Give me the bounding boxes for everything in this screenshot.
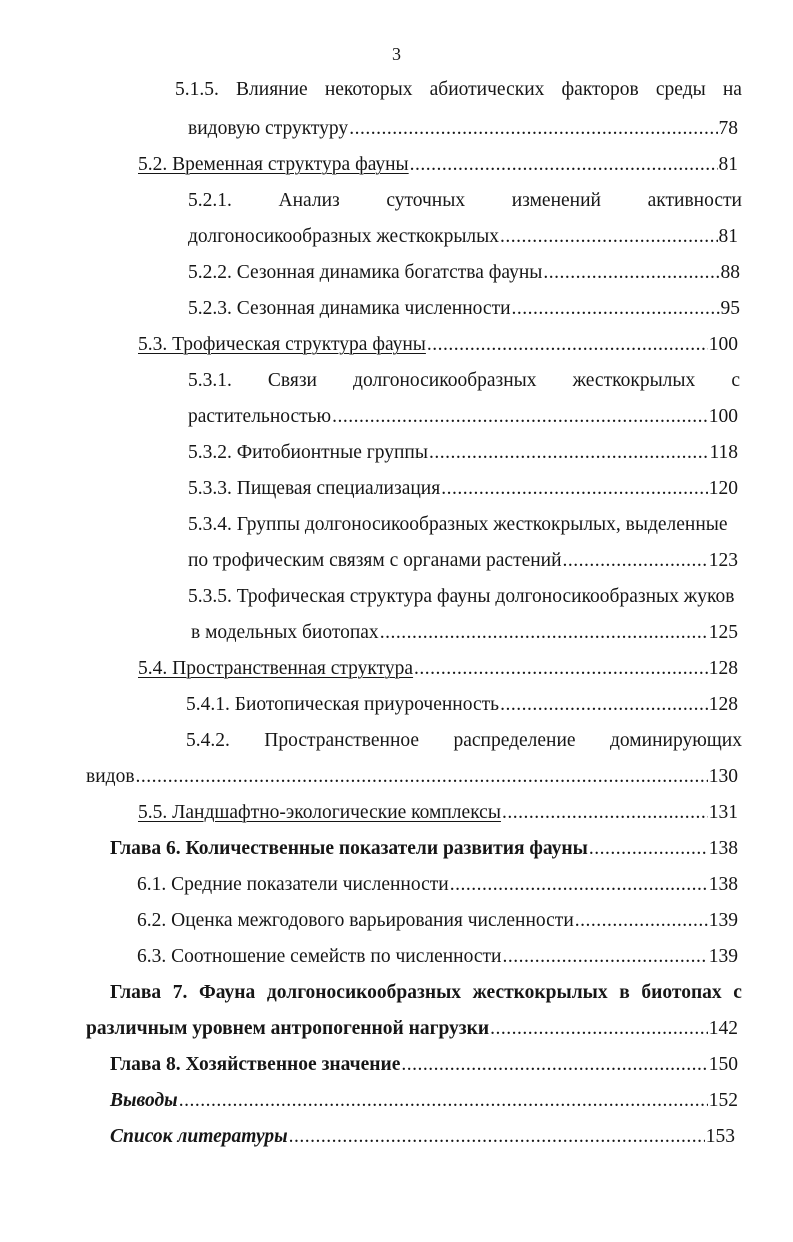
page-number: 3 bbox=[392, 44, 401, 64]
toc-page-number: 152 bbox=[708, 1090, 738, 1111]
leader-dots bbox=[380, 621, 708, 645]
toc-chapter-7-line1: Глава 7. Фауна долгоносикообразных жесткокрылых в биотопах с bbox=[110, 982, 742, 1003]
toc-entry-5-4-1[interactable] bbox=[186, 693, 738, 717]
toc-entry-5-3-5-line1: 5.3.5. Трофическая структура фауны долгоносикообразных жуков bbox=[188, 586, 735, 607]
leader-dots bbox=[136, 765, 708, 789]
toc-entry-6-2[interactable] bbox=[137, 909, 738, 933]
leader-dots bbox=[427, 333, 708, 357]
toc-page-number: 128 bbox=[708, 694, 738, 715]
toc-entry-title: видовую структуру bbox=[188, 118, 349, 139]
leader-dots bbox=[441, 477, 708, 501]
toc-page-number: 100 bbox=[708, 334, 738, 355]
leader-dots bbox=[502, 945, 707, 969]
toc-entry-title: 5.4. Пространственная структура bbox=[138, 658, 414, 679]
toc-page-number: 118 bbox=[709, 442, 738, 463]
toc-entry-5-4[interactable] bbox=[138, 657, 738, 681]
toc-page-number: 81 bbox=[718, 226, 738, 247]
toc-page-number: 78 bbox=[718, 118, 738, 139]
toc-entry-5-3-1-line2[interactable] bbox=[188, 405, 738, 429]
leader-dots bbox=[429, 441, 709, 465]
leader-dots bbox=[543, 261, 719, 285]
leader-dots bbox=[575, 909, 708, 933]
leader-dots bbox=[500, 225, 717, 249]
toc-entry-title: 5.3. Трофическая структура фауны bbox=[138, 334, 426, 355]
toc-page-number: 120 bbox=[708, 478, 738, 499]
toc-page-number: 131 bbox=[708, 802, 738, 823]
toc-entry-5-3[interactable] bbox=[138, 333, 738, 357]
toc-entry-5-1-5-line1: 5.1.5. Влияние некоторых абиотических факторов среды на bbox=[175, 79, 742, 100]
toc-entry-5-4-2-line1: 5.4.2. Пространственное распределение доминирующих bbox=[186, 730, 742, 751]
toc-entry-title: 6.2. Оценка межгодового варьирования численности bbox=[137, 910, 574, 931]
toc-page-number: 123 bbox=[708, 550, 738, 571]
leader-dots bbox=[410, 153, 718, 177]
toc-entry-6-3[interactable] bbox=[137, 945, 738, 969]
toc-chapter-7-line2[interactable] bbox=[86, 1017, 738, 1041]
toc-page-number: 139 bbox=[708, 910, 738, 931]
toc-page-number: 153 bbox=[705, 1126, 735, 1147]
toc-entry-title: 5.2. Временная структура фауны bbox=[138, 154, 409, 175]
leader-dots bbox=[401, 1053, 707, 1077]
toc-entry-title: 6.3. Соотношение семейств по численности bbox=[137, 946, 502, 967]
leader-dots bbox=[289, 1125, 705, 1149]
toc-entry-5-3-5-line2[interactable] bbox=[191, 621, 738, 645]
toc-entry-title: долгоносикообразных жесткокрылых bbox=[188, 226, 500, 247]
toc-entry-5-4-2-line2[interactable] bbox=[86, 765, 738, 789]
toc-entry-title: 5.4.1. Биотопическая приуроченность bbox=[186, 694, 500, 715]
toc-entry-title: растительностью bbox=[188, 406, 332, 427]
toc-page-number: 138 bbox=[708, 874, 738, 895]
toc-entry-5-3-4-line2[interactable] bbox=[188, 549, 738, 573]
toc-entry-title: 6.1. Средние показатели численности bbox=[137, 874, 449, 895]
toc-entry-5-3-4-line1: 5.3.4. Группы долгоносикообразных жесткокрылых, выделенные bbox=[188, 514, 728, 535]
leader-dots bbox=[512, 297, 720, 321]
leader-dots bbox=[179, 1089, 708, 1113]
leader-dots bbox=[563, 549, 708, 573]
toc-entry-title: различным уровнем антропогенной нагрузки bbox=[86, 1018, 490, 1039]
toc-entry-title: 5.3.3. Пищевая специализация bbox=[188, 478, 441, 499]
toc-entry-title: Глава 8. Хозяйственное значение bbox=[110, 1054, 401, 1075]
toc-page-number: 125 bbox=[708, 622, 738, 643]
toc-page-number: 150 bbox=[708, 1054, 738, 1075]
leader-dots bbox=[332, 405, 708, 429]
toc-conclusions[interactable] bbox=[110, 1089, 738, 1113]
toc-entry-title: 5.2.3. Сезонная динамика численности bbox=[188, 298, 511, 319]
toc-page-number: 100 bbox=[708, 406, 738, 427]
leader-dots bbox=[349, 117, 717, 141]
toc-entry-title: 5.2.2. Сезонная динамика богатства фауны bbox=[188, 262, 543, 283]
leader-dots bbox=[414, 657, 708, 681]
toc-entry-5-5[interactable] bbox=[138, 801, 738, 825]
toc-entry-5-2-1-line1: 5.2.1. Анализ суточных изменений активности bbox=[188, 190, 742, 211]
toc-entry-5-2-1-line2[interactable] bbox=[188, 225, 738, 249]
toc-entry-5-3-1-line1: 5.3.1. Связи долгоносикообразных жесткокрылых с bbox=[188, 370, 740, 391]
toc-entry-title: видов bbox=[86, 766, 135, 787]
toc-page-number: 95 bbox=[720, 298, 740, 319]
toc-entry-title: по трофическим связям с органами растений bbox=[188, 550, 562, 571]
toc-page-number: 88 bbox=[720, 262, 740, 283]
toc-page-number: 142 bbox=[708, 1018, 738, 1039]
toc-chapter-6[interactable] bbox=[110, 837, 738, 861]
toc-entry-title: Глава 6. Количественные показатели развития фауны bbox=[110, 838, 588, 859]
leader-dots bbox=[450, 873, 708, 897]
toc-chapter-8[interactable] bbox=[110, 1053, 738, 1077]
toc-entry-5-3-2[interactable] bbox=[188, 441, 738, 465]
toc-entry-5-3-3[interactable] bbox=[188, 477, 738, 501]
toc-entry-5-2-3[interactable] bbox=[188, 297, 740, 321]
toc-entry-5-2[interactable] bbox=[138, 153, 738, 177]
toc-entry-title: Список литературы bbox=[110, 1126, 288, 1147]
leader-dots bbox=[490, 1017, 708, 1041]
leader-dots bbox=[502, 801, 708, 825]
leader-dots bbox=[500, 693, 708, 717]
toc-entry-title: Выводы bbox=[110, 1090, 178, 1111]
toc-page-number: 138 bbox=[708, 838, 738, 859]
toc-page-number: 81 bbox=[718, 154, 738, 175]
toc-page-number: 128 bbox=[708, 658, 738, 679]
toc-page-number: 130 bbox=[708, 766, 738, 787]
toc-entry-5-1-5-line2[interactable] bbox=[188, 117, 738, 141]
toc-page-number: 139 bbox=[708, 946, 738, 967]
leader-dots bbox=[589, 837, 708, 861]
toc-entry-title: в модельных биотопах bbox=[191, 622, 379, 643]
toc-entry-6-1[interactable] bbox=[137, 873, 738, 897]
toc-entry-title: 5.3.2. Фитобионтные группы bbox=[188, 442, 428, 463]
toc-entry-5-2-2[interactable] bbox=[188, 261, 740, 285]
toc-entry-title: 5.5. Ландшафтно-экологические комплексы bbox=[138, 802, 501, 823]
toc-references[interactable] bbox=[110, 1125, 735, 1149]
